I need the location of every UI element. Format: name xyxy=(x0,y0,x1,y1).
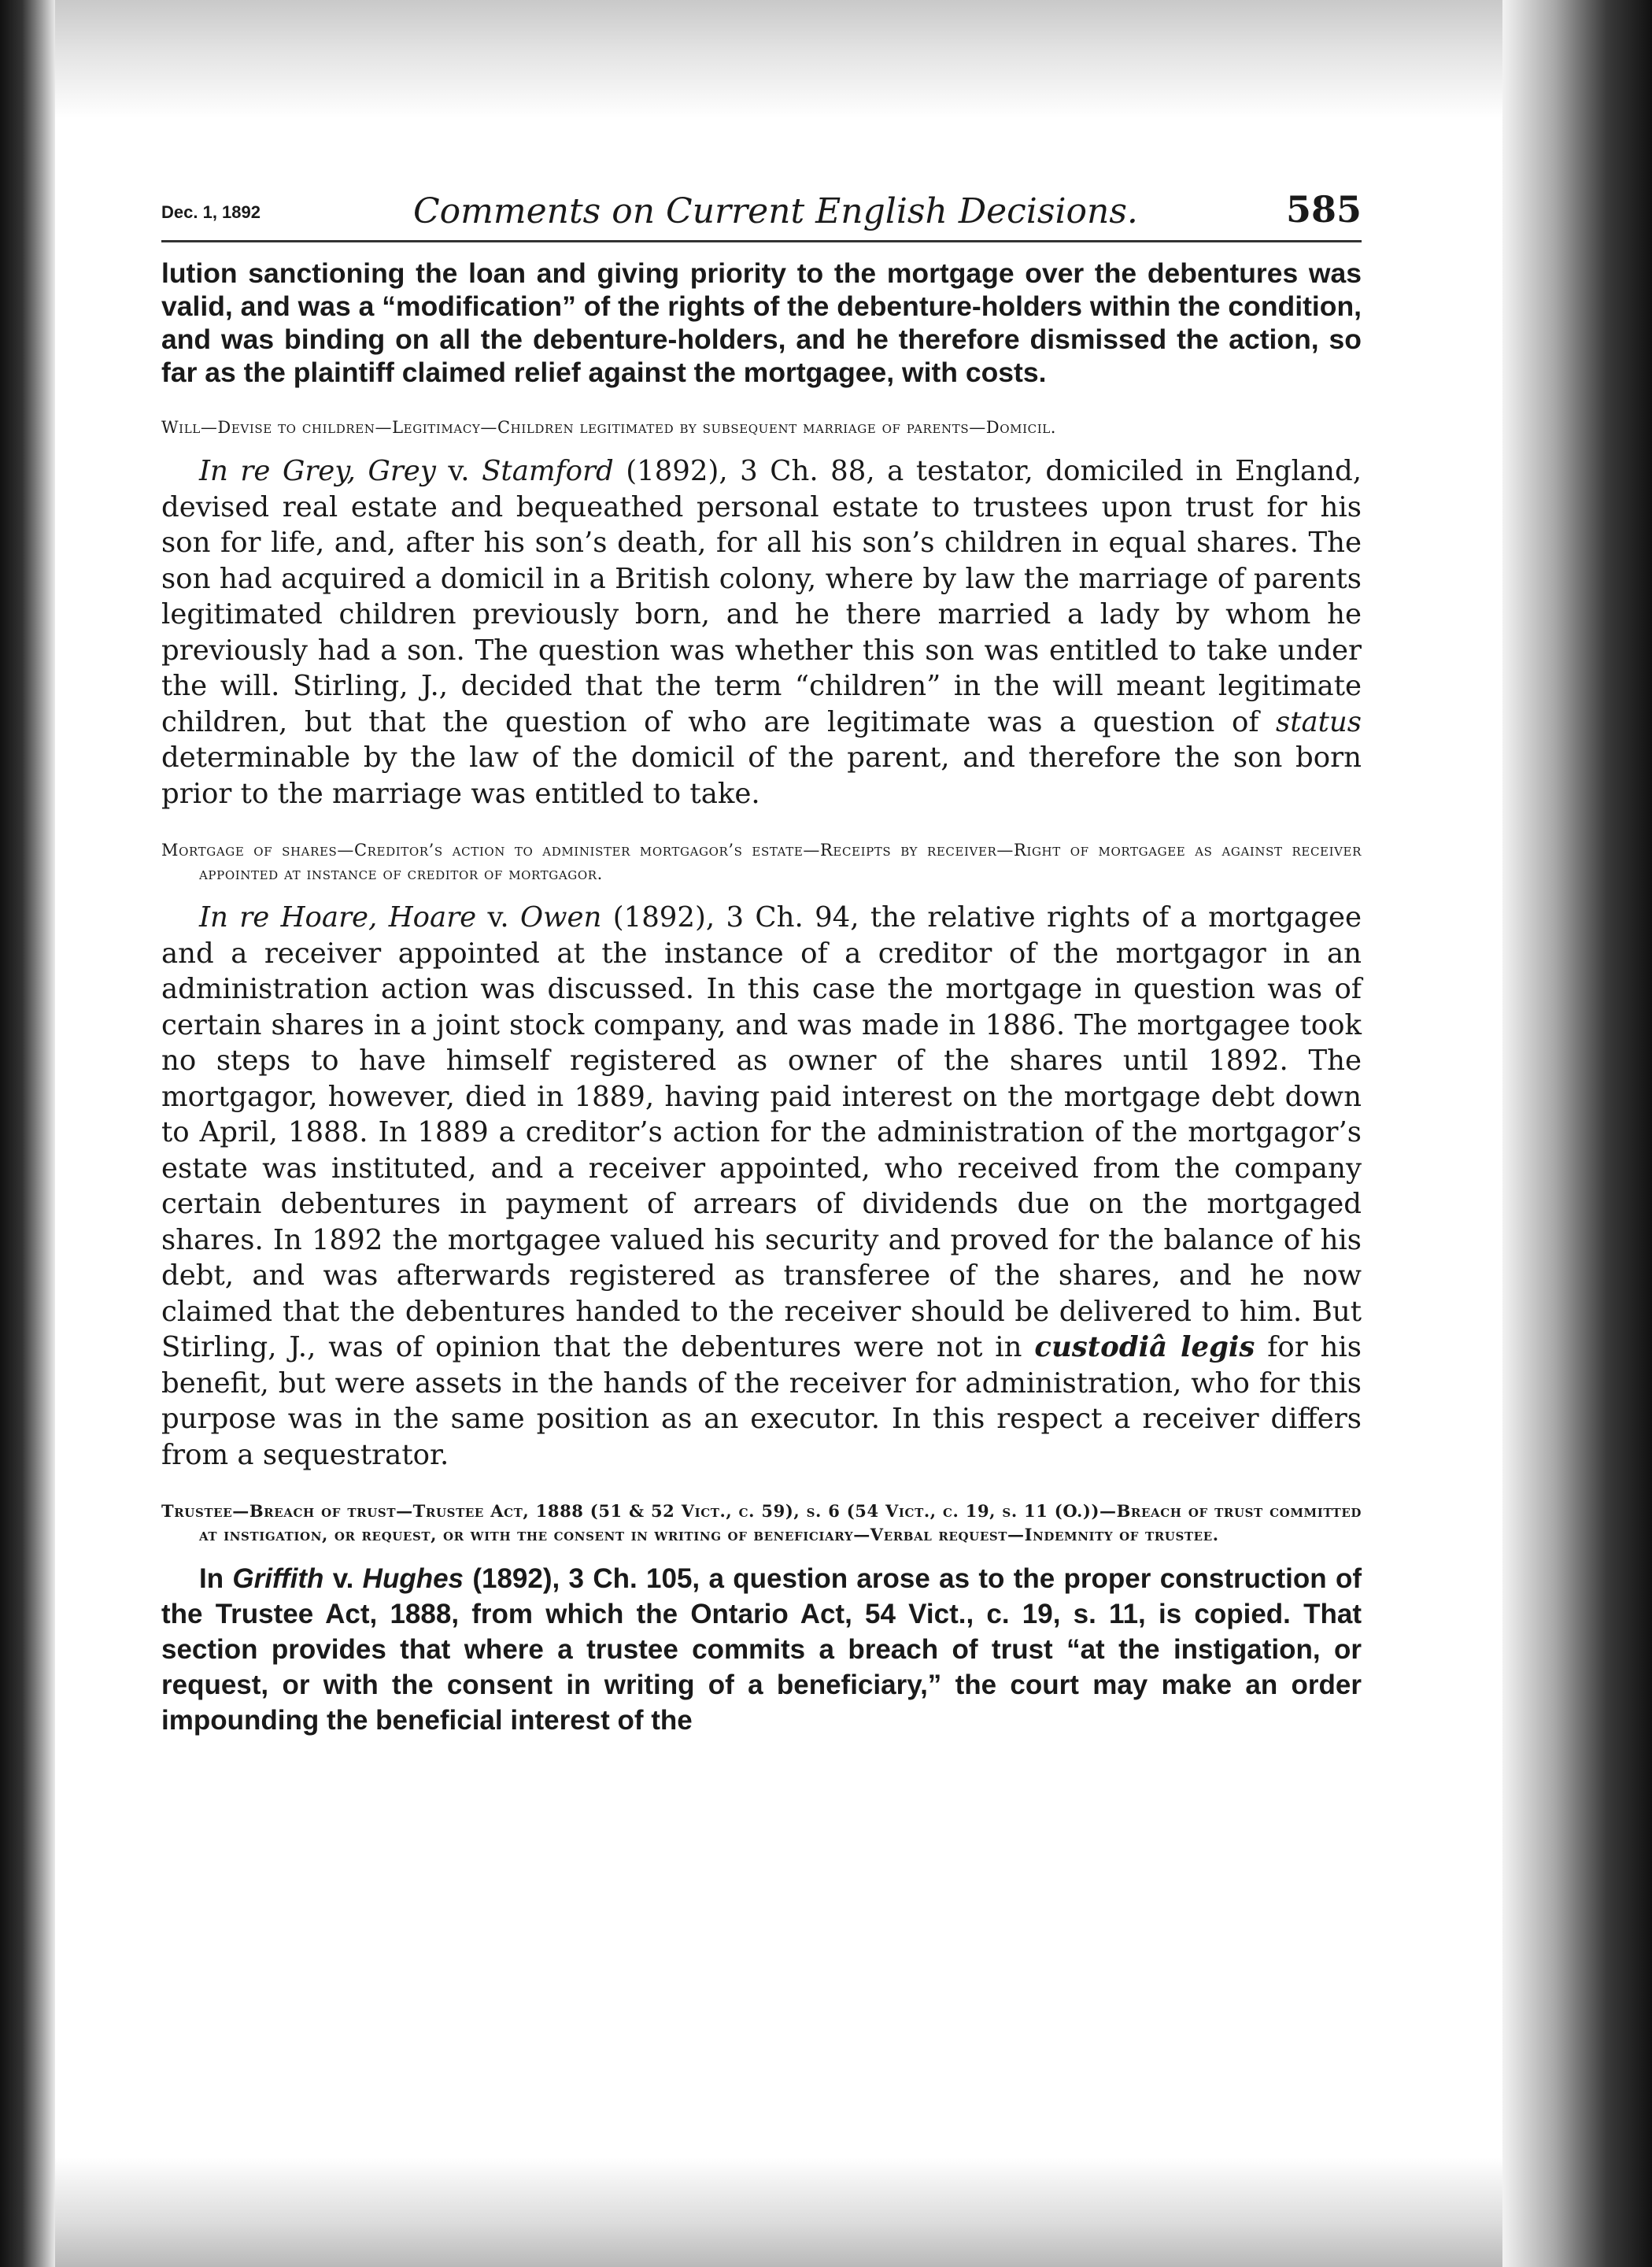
case-text: (1892), 3 Ch. 94, the relative rights of a mortgagee and a receiver appointed at the instance of a creditor of the mortgagor in an administration action was discussed. In this case the mortgage in question was of certain shares in a joint stock company, and was made in 1886. The mortgagee took no steps to have himself registered as owner of the shares until 1892. The mortgagor, however, died in 1889, having paid interest on the mortgage debt down to April, 1888. In 1889 a creditor’s action for the administration of the mortgagor’s estate was instituted, and a receiver appointed, who received from the company certain debentures in payment of arrears of dividends due on the mortgaged shares. In 1892 the mortgagee valued his security and proved for the balance of his debt, and was afterwards registered as transferee of the shares, and he now claimed that the debentures handed to the receiver should be delivered to him. But Stirling, J., was of opinion that the debentures were not in xyxy=(161,901,1362,1363)
case-text-end: for his benefit, but were assets in the hands of the receiver for administration, who for this purpose was in the same position as an executor. In this respect a receiver differs from a sequestrator. xyxy=(161,1331,1362,1471)
case-versus: v. xyxy=(323,1563,363,1594)
scan-edge-right xyxy=(1502,0,1652,2267)
paragraph-hoare-v-owen xyxy=(161,900,1362,1473)
case-latin-term: custodiâ legis xyxy=(1034,1331,1255,1363)
case-name: In re Hoare, Hoare xyxy=(199,901,477,934)
case-party: Owen xyxy=(520,901,602,934)
section-heading-trustee: Trustee—Breach of trust—Trustee Act, 1888 (51 & 52 Vict., c. 59), s. 6 (54 Vict., c. 19, s. 11 (O.))—Breach of trust committed at instigation, or request, or with the consent in writing of beneficiary—Verbal request—Indemnity of trustee. xyxy=(161,1501,1362,1544)
header-date: Dec. 1, 1892 xyxy=(161,202,261,222)
case-name: Griffith xyxy=(232,1563,324,1594)
document-page xyxy=(161,185,1362,1738)
paragraph-griffith-v-hughes xyxy=(161,1561,1362,1738)
case-text: (1892), 3 Ch. 105, a question arose as to the proper construction of the Trustee Act, 1888, from which the Ontario Act, 54 Vict., c. 19, s. 11, is copied. That section provides that where a trustee commits a breach of trust “at the instigation, or request, or with the consent in writing of a beneficiary,” the court may make an order impounding the beneficial interest of the xyxy=(161,1563,1362,1736)
section-heading-will: Will—Devise to children—Legitimacy—Children legitimated by subsequent marriage of parents—Domicil. xyxy=(161,418,1057,437)
scan-shadow-bottom xyxy=(0,2157,1652,2267)
section-heading-mortgage: Mortgage of shares—Creditor’s action to administer mortgagor’s estate—Receipts by receiver—Right of mortgagee as against receiver appointed at instance of creditor of mortgagor. xyxy=(161,841,1362,883)
scan-shadow-top xyxy=(0,0,1652,118)
case-intro: In xyxy=(199,1563,233,1594)
case-latin-term: status xyxy=(1276,705,1362,738)
case-versus: v. xyxy=(476,901,521,934)
page-number: 585 xyxy=(1285,188,1362,231)
paragraph-grey-v-stamford xyxy=(161,453,1362,812)
case-text-end: determinable by the law of the domicil of the parent, and therefore the son born prior to the marriage was entitled to take. xyxy=(161,741,1362,810)
case-name: In re Grey, Grey xyxy=(199,455,436,487)
case-party: Stamford xyxy=(482,455,614,487)
paragraph-continued: lution sanctioning the loan and giving priority to the mortgage over the debentures was valid, and was a “modification” of the rights of the debenture-holders within the condition, and was binding on all the debenture-holders, and he therefore dismissed the action, so far as the plaintiff claimed relief against the mortgagee, with costs. xyxy=(161,257,1362,388)
scan-edge-left xyxy=(0,0,55,2267)
case-versus: v. xyxy=(435,455,482,487)
case-text: (1892), 3 Ch. 88, a testator, domiciled in England, devised real estate and bequeathed personal estate to trustees upon trust for his son for life, and, after his son’s death, for all his son’s children in equal shares. The son had acquired a domicil in a British colony, where by law the marriage of parents legitimated children previously born, and he there married a lady by whom he previously had a son. The question was whether this son was entitled to take under the will. Stirling, J., decided that the term “children” in the will meant legitimate children, but that the question of who are legitimate was a question of xyxy=(161,455,1362,738)
case-party: Hughes xyxy=(362,1563,464,1594)
header-title: Comments on Current English Decisions. xyxy=(413,191,1138,231)
running-head xyxy=(161,185,1362,242)
